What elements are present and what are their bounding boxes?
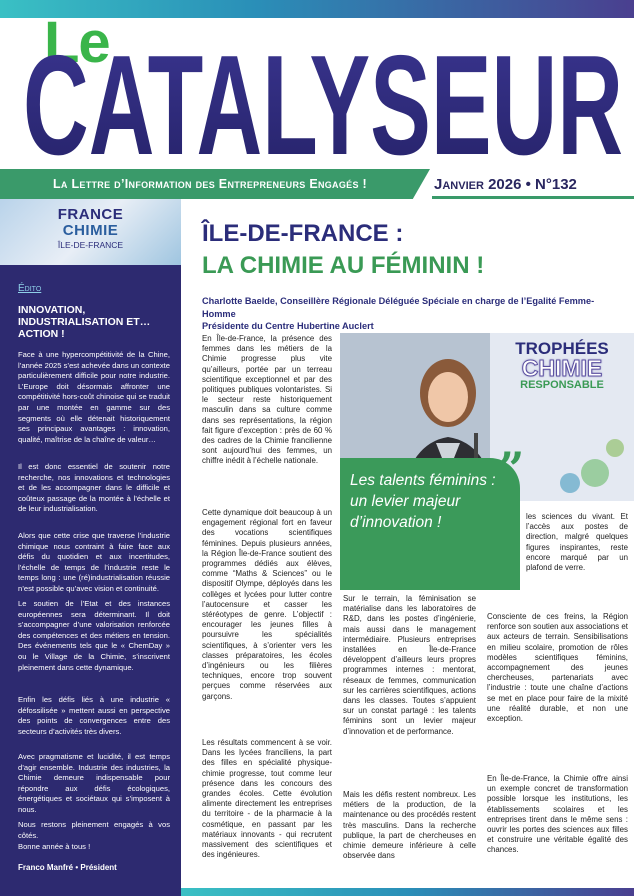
article-title-line2: LA CHIMIE AU FÉMININ ! <box>202 252 485 279</box>
byline-name: Charlotte Baelde, Conseillère Régionale Déléguée Spéciale en charge de l’Egalité Femme-Homme <box>202 296 595 319</box>
masthead-le: Le <box>44 10 110 75</box>
edito-title: INNOVATION, INDUSTRIALISATION ET… ACTION ! <box>18 304 151 340</box>
edito-label: Édito <box>18 283 42 294</box>
article-paragraph: Les résultats commencent à se voir. Dans les lycées franciliens, la part des filles en spécialité physique-chimie progresse, tout comme leur présence dans les concours des grandes écoles. Cette évolution alimente directement les entreprises du territoire - de la pharmacie à la cosmétique, en passant par les matériaux innovants - qui recrutent massivement des scientifiques et des ingénieures. <box>202 738 332 860</box>
edito-paragraph: Nous restons pleinement engagés à vos côtés. <box>18 820 170 840</box>
byline-role: Présidente du Centre Hubertine Auclert <box>202 321 374 331</box>
article-paragraph: Sur le terrain, la féminisation se matérialise dans les laboratoires de R&D, dans les postes d’ingénierie, mais aussi dans le management intermédiaire. Plusieurs entreprises installées en Île-de-France développent d’ailleurs leurs propres programmes internes : mentorat, réseaux de femmes, communication sur les carrières scientifiques, actions dans les classes. Toutes s’appuient sur un constat partagé : les talents féminins sont un levier majeur d’innovation et de performance. <box>343 594 476 736</box>
issue-underline <box>432 196 634 199</box>
issue-date: Janvier 2026 • N°132 <box>434 176 577 193</box>
trophy-responsable: RESPONSABLE <box>520 379 604 391</box>
trophy-title: TROPHÉES <box>515 339 609 358</box>
edito-paragraph: Enfin les défis liés à une industrie « défossilisée » mettent aussi en perspective des points de convergences entre des secteurs d’activités très divers. <box>18 695 170 736</box>
article-paragraph: Consciente de ces freins, la Région renforce son soutien aux associations et aux acteurs de terrain. Sensibilisations en milieu scolaire, promotion de rôles modèles scientifiques féminins, accompagnement des jeunes chercheuses, partenariats avec l’industrie : toute une chaîne d’actions se met en place pour faire de la mixité une réalité durable, et non une exception. <box>487 612 628 724</box>
masthead-title: CATALYSEUR <box>23 42 623 162</box>
quote-icon: ” <box>498 442 525 496</box>
edito-paragraph: Avec pragmatisme et lucidité, il est temps d’agir ensemble. Industrie des industries, la Chimie demeure indispensable pour répondre aux défis écologiques, énergétiques et sociétaux qui s’imposent à nous. <box>18 752 170 814</box>
article-title-line1: ÎLE-DE-FRANCE : <box>202 220 404 247</box>
edito-signature: Franco Manfré • Président <box>18 863 117 872</box>
edito-paragraph: Face à une hypercompétitivité de la Chine, l’année 2025 s’est achevée dans un contexte particulièrement difficile pour notre industrie. L’Europe doit désormais affronter une compétitivité hors-coût chinoise qui se traduit par une montée en gamme sur des segments où elle détenait historiquement ses principaux avantages : innovation, qualité, maîtrise de la chaîne de valeur… <box>18 350 170 444</box>
article-paragraph: En Île-de-France, la Chimie offre ainsi un exemple concret de transformation possible lorsque les institutions, les établissements scolaires et les entreprises tirent dans le même sens : ouvrir les portes des sciences aux filles et construire une véritable égalité des chances. <box>487 774 628 855</box>
article-paragraph: En Île-de-France, la présence des femmes dans les métiers de la Chimie progresse plus vite qu’ailleurs, portée par un terreau scientifique exceptionnel et par des politiques publiques volontaristes. Si le secteur reste historiquement masculin dans sa culture comme dans ses représentations, la région fait figure d’exception : près de 60 % des cadres de la Chimie francilienne sont aujourd’hui des femmes, un chiffre inédit à l’échelle nationale. <box>202 334 332 466</box>
logo-france: FRANCE <box>57 206 124 223</box>
masthead-logo <box>18 42 628 162</box>
edito-paragraph: Le soutien de l’Etat et des instances européennes sera déterminant. Il doit s’accompagner d’une valorisation renforcée des compétences et des métiers en tension. Des événements tels que le « ChemDay » ou le Village de la Chimie, s’inscrivent pleinement dans cette dynamique. <box>18 599 170 672</box>
edito-paragraph: Il est donc essentiel de soutenir notre recherche, nos innovations et technologies et de les accompagner dans le difficile et coûteux passage de la montée à l’échelle et de leur industrialisation. <box>18 462 170 514</box>
logo-chimie: CHIMIE <box>62 222 119 239</box>
article-paragraph: Mais les défis restent nombreux. Les métiers de la production, de la maintenance ou des procédés restent très masculins. Dans la recherche publique, la part de chercheuses en chimie demeure inférieure à celle observée dans <box>343 790 476 861</box>
article-paragraph: Cette dynamique doit beaucoup à un engagement régional fort en faveur des vocations scientifiques féminines. Depuis plusieurs années, la Région Île-de-France soutient des programmes dédiés aux élèves, comme “Maths & Sciences” ou le dispositif Olympe, déployés dans les collèges et lycées pour lutter contre l’autocensure et casser les stéréotypes de genre. L’objectif : encourager les jeunes filles à poursuivre les spécialités scientifiques, à s’orienter vers les classes préparatoires, les écoles d’ingénieurs ou les filières techniques, encore trop souvent perçues comme réservées aux garçons. <box>202 508 332 701</box>
bottom-gradient-bar <box>181 888 634 896</box>
edito-paragraph: Bonne année à tous ! <box>18 842 91 851</box>
edito-paragraph: Alors que cette crise que traverse l’industrie chimique nous contraint à faire face aux défis du quotidien et aux incertitudes, l’échelle de temps de l’industrie reste le temps long : une (ré)industrialisation réussie n’est possible qu’avec vision et continuité. <box>18 531 170 593</box>
trophy-chimie: CHIMIE <box>521 355 603 381</box>
article-byline <box>202 295 622 333</box>
tagline: La Lettre d’Information des Entrepreneurs Engagés ! <box>52 177 368 191</box>
logo-region: ÎLE-DE-FRANCE <box>57 240 124 250</box>
pull-quote: Les talents féminins : un levier majeur d’innovation ! <box>350 472 496 531</box>
article-paragraph: les sciences du vivant. Et l’accès aux postes de direction, malgré quelques figures inspirantes, reste encore marqué par un plafond de verre. <box>526 512 628 573</box>
